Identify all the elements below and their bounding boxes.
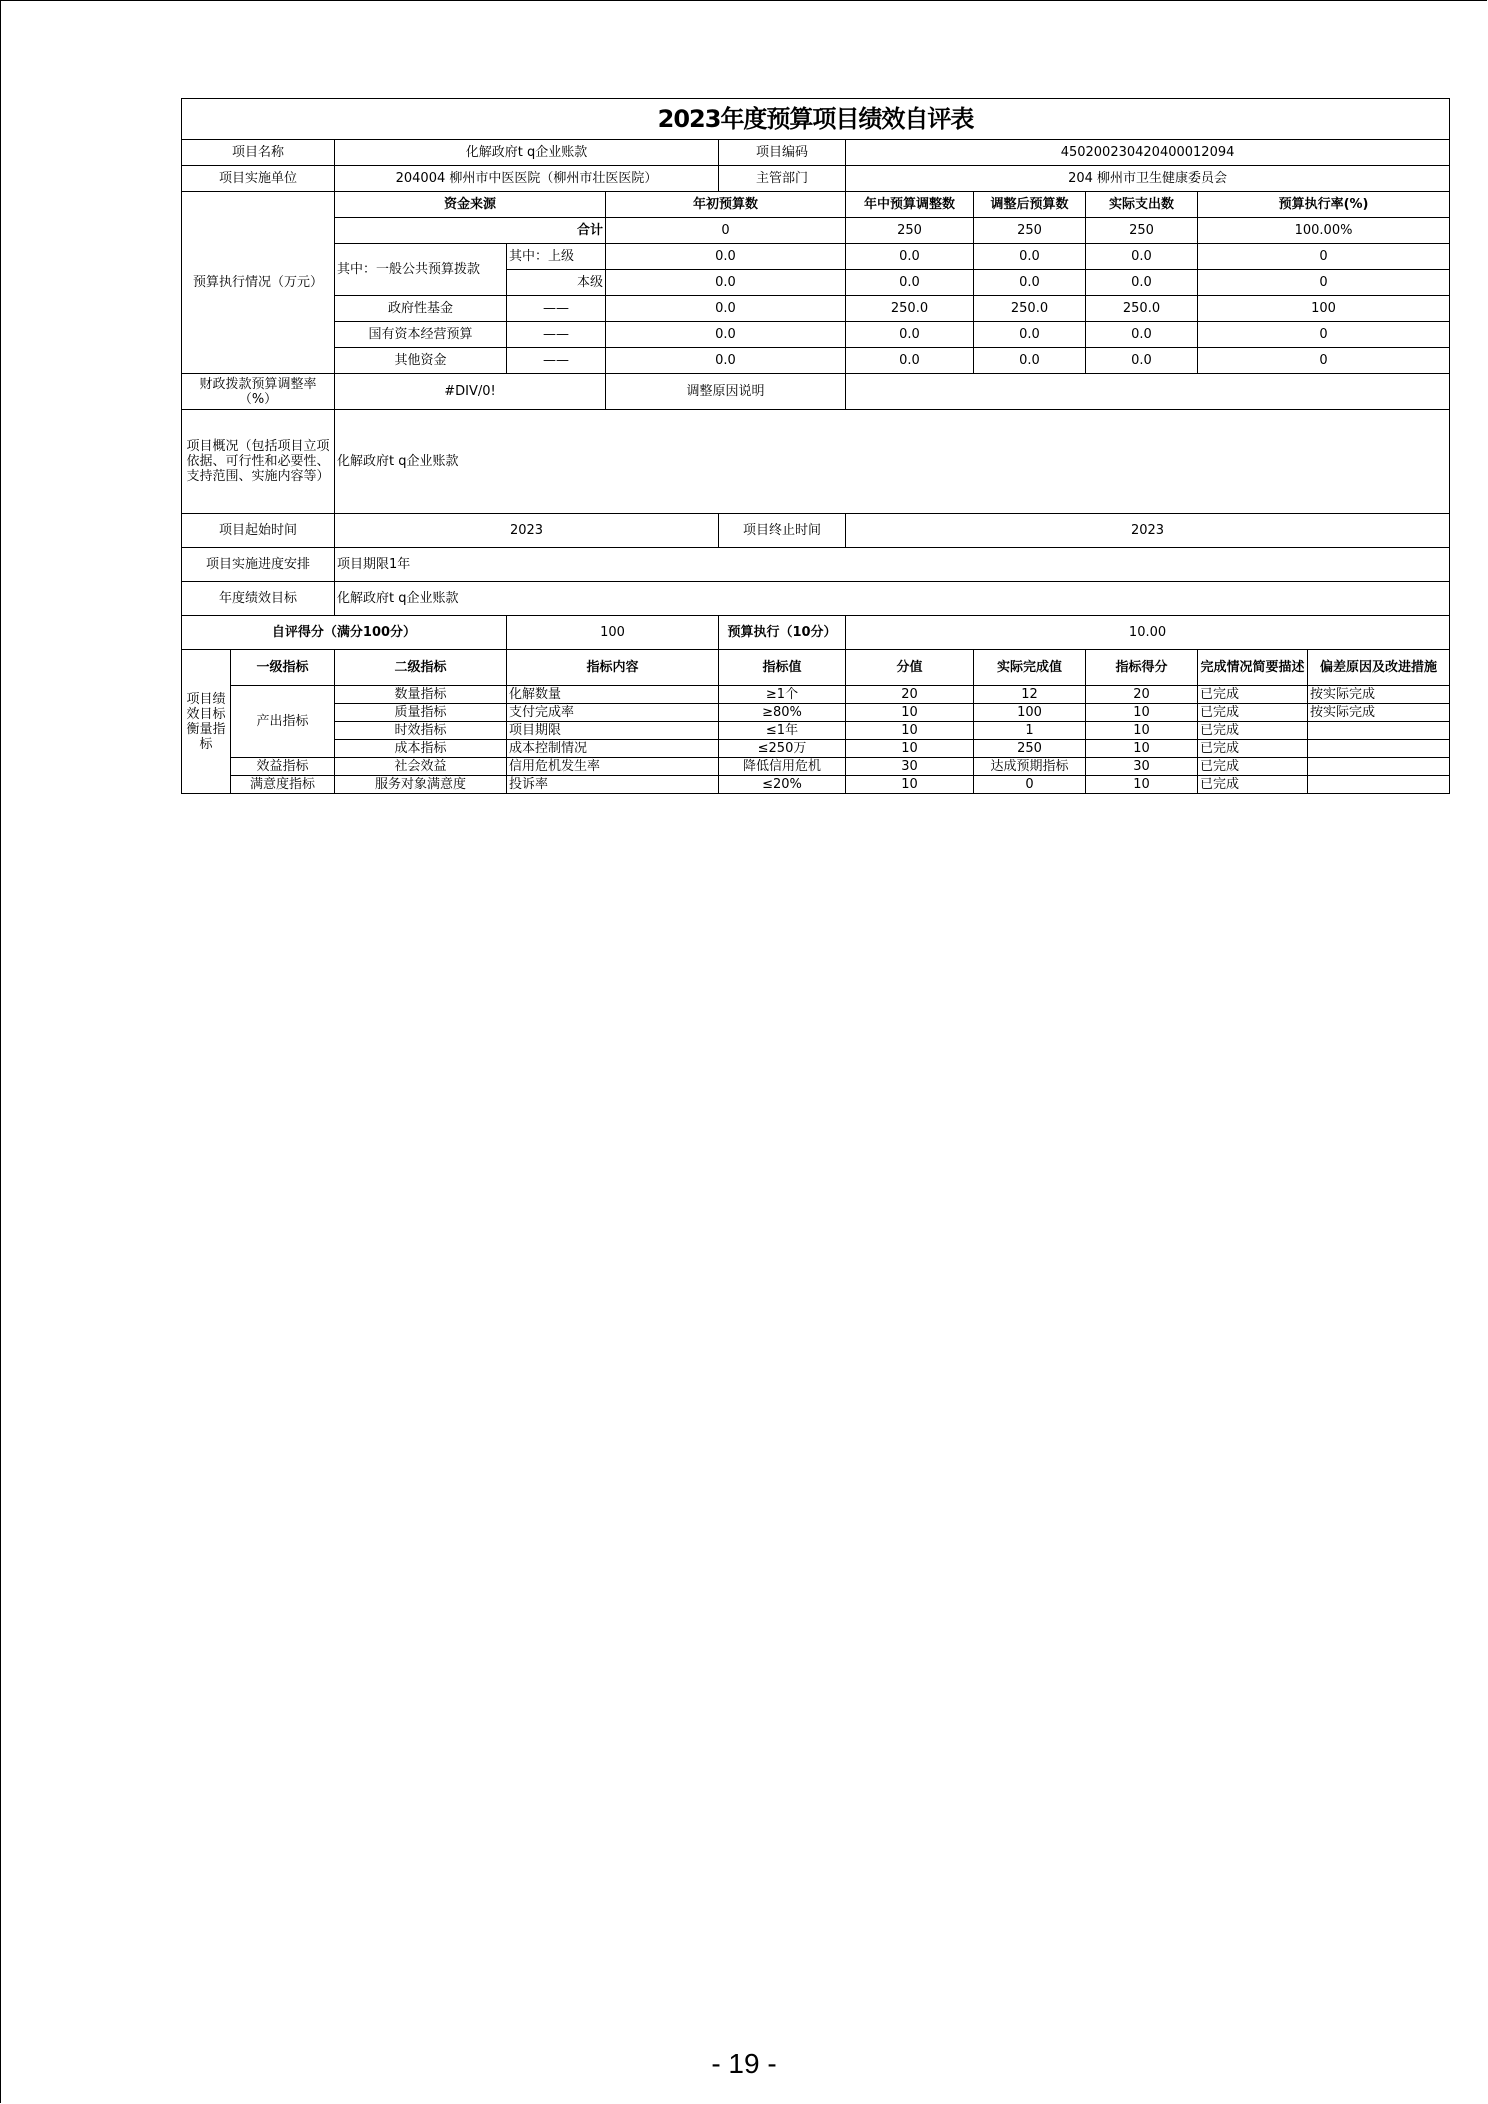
- indicator-cell: 按实际完成: [1308, 704, 1450, 722]
- project-code-label: 项目编码: [719, 140, 846, 166]
- dash-cell: ——: [507, 322, 606, 348]
- budget-header-source: 资金来源: [335, 192, 606, 218]
- indicator-cell: 10: [846, 704, 974, 722]
- budget-cell: 0.0: [606, 296, 846, 322]
- budget-cell: 0.0: [1086, 322, 1198, 348]
- budget-header-initial: 年初预算数: [606, 192, 846, 218]
- budget-header-actual: 实际支出数: [1086, 192, 1198, 218]
- page-number: - 19 -: [711, 2048, 777, 2079]
- indicator-cell: [1308, 776, 1450, 794]
- indicator-cell: 成本指标: [335, 740, 507, 758]
- budget-cell: 0.0: [846, 348, 974, 374]
- budget-header-rate: 预算执行率(%): [1198, 192, 1450, 218]
- indicator-header: 指标得分: [1086, 650, 1198, 686]
- indicator-cell: 数量指标: [335, 686, 507, 704]
- unit-label: 项目实施单位: [182, 166, 335, 192]
- indicator-cell: 已完成: [1198, 740, 1308, 758]
- indicator-cell: 20: [1086, 686, 1198, 704]
- start-time-value: 2023: [335, 514, 719, 548]
- indicator-cell: 按实际完成: [1308, 686, 1450, 704]
- exec-score-value: 10.00: [846, 616, 1450, 650]
- indicator-header: 完成情况简要描述: [1198, 650, 1308, 686]
- budget-cell: 0: [1198, 270, 1450, 296]
- table-row: [182, 776, 1450, 794]
- budget-cell: 0.0: [606, 244, 846, 270]
- indicator-cell: 已完成: [1198, 758, 1308, 776]
- progress-label: 项目实施进度安排: [182, 548, 335, 582]
- indicator-cell: 已完成: [1198, 776, 1308, 794]
- indicator-cell: ≥80%: [719, 704, 846, 722]
- indicator-cell: 项目期限: [507, 722, 719, 740]
- indicator-cell: ≤20%: [719, 776, 846, 794]
- budget-cell: 100.00%: [1198, 218, 1450, 244]
- adjust-rate-label: 财政拨款预算调整率（%）: [182, 374, 335, 410]
- benefit-indicator-label: 效益指标: [231, 758, 335, 776]
- indicator-cell: 1: [974, 722, 1086, 740]
- progress-value: 项目期限1年: [335, 548, 1450, 582]
- dash-cell: ——: [507, 348, 606, 374]
- start-time-label: 项目起始时间: [182, 514, 335, 548]
- budget-cell: 0: [1198, 322, 1450, 348]
- indicator-cell: 信用危机发生率: [507, 758, 719, 776]
- budget-cell: 0.0: [1086, 270, 1198, 296]
- budget-cell: 0.0: [606, 348, 846, 374]
- evaluation-table: [181, 98, 1450, 794]
- indicator-cell: 30: [1086, 758, 1198, 776]
- evaluation-form: [181, 98, 1449, 794]
- project-name-value: 化解政府t q企业账款: [335, 140, 719, 166]
- indicator-header: 分值: [846, 650, 974, 686]
- indicator-cell: ≥1个: [719, 686, 846, 704]
- adjust-reason-value: [846, 374, 1450, 410]
- indicator-header: 一级指标: [231, 650, 335, 686]
- budget-cell: 0.0: [1086, 348, 1198, 374]
- budget-cell: 0: [606, 218, 846, 244]
- indicator-cell: 10: [1086, 704, 1198, 722]
- adjust-rate-value: #DIV/0!: [335, 374, 606, 410]
- table-row: [182, 686, 1450, 704]
- goal-label: 年度绩效目标: [182, 582, 335, 616]
- budget-cell: 250: [1086, 218, 1198, 244]
- indicator-section-label: 项目绩效目标衡量指标: [182, 650, 231, 794]
- indicator-cell: 化解数量: [507, 686, 719, 704]
- indicator-cell: 时效指标: [335, 722, 507, 740]
- form-title: 2023年度预算项目绩效自评表: [182, 99, 1450, 140]
- indicator-cell: [1308, 758, 1450, 776]
- budget-cell: 0.0: [1086, 244, 1198, 270]
- self-score-value: 100: [507, 616, 719, 650]
- indicator-cell: 250: [974, 740, 1086, 758]
- overview-value: 化解政府t q企业账款: [335, 410, 1450, 514]
- indicator-header: 指标值: [719, 650, 846, 686]
- end-time-value: 2023: [846, 514, 1450, 548]
- table-row: [182, 722, 1450, 740]
- table-row: [182, 740, 1450, 758]
- budget-cell: 250: [974, 218, 1086, 244]
- local-label: 本级: [507, 270, 606, 296]
- indicator-cell: ≤1年: [719, 722, 846, 740]
- budget-cell: 0.0: [974, 270, 1086, 296]
- budget-cell: 0.0: [606, 322, 846, 348]
- output-indicator-label: 产出指标: [231, 686, 335, 758]
- indicator-cell: 已完成: [1198, 704, 1308, 722]
- soe-label: 国有资本经营预算: [335, 322, 507, 348]
- indicator-header: 二级指标: [335, 650, 507, 686]
- indicator-cell: [1308, 722, 1450, 740]
- overview-label: 项目概况（包括项目立项依据、可行性和必要性、支持范围、实施内容等）: [182, 410, 335, 514]
- indicator-cell: 10: [1086, 776, 1198, 794]
- unit-value: 204004 柳州市中医医院（柳州市壮医医院）: [335, 166, 719, 192]
- budget-cell: 250.0: [1086, 296, 1198, 322]
- budget-cell: 250.0: [974, 296, 1086, 322]
- indicator-cell: [1308, 740, 1450, 758]
- dash-cell: ——: [507, 296, 606, 322]
- indicator-cell: 投诉率: [507, 776, 719, 794]
- budget-cell: 0.0: [974, 244, 1086, 270]
- adjust-reason-label: 调整原因说明: [606, 374, 846, 410]
- indicator-cell: 降低信用危机: [719, 758, 846, 776]
- table-row: [182, 758, 1450, 776]
- budget-cell: 250.0: [846, 296, 974, 322]
- indicator-header: 指标内容: [507, 650, 719, 686]
- end-time-label: 项目终止时间: [719, 514, 846, 548]
- indicator-cell: 100: [974, 704, 1086, 722]
- budget-header-adjusted: 调整后预算数: [974, 192, 1086, 218]
- exec-score-label: 预算执行（10分）: [719, 616, 846, 650]
- indicator-cell: 12: [974, 686, 1086, 704]
- budget-section-label: 预算执行情况（万元）: [182, 192, 335, 374]
- indicator-cell: 10: [1086, 740, 1198, 758]
- indicator-cell: 达成预期指标: [974, 758, 1086, 776]
- budget-cell: 0: [1198, 348, 1450, 374]
- indicator-cell: 10: [846, 776, 974, 794]
- indicator-cell: 10: [846, 740, 974, 758]
- indicator-cell: 已完成: [1198, 722, 1308, 740]
- budget-header-adjust: 年中预算调整数: [846, 192, 974, 218]
- project-name-label: 项目名称: [182, 140, 335, 166]
- gov-fund-label: 政府性基金: [335, 296, 507, 322]
- indicator-cell: 质量指标: [335, 704, 507, 722]
- indicator-cell: 20: [846, 686, 974, 704]
- dept-value: 204 柳州市卫生健康委员会: [846, 166, 1450, 192]
- self-score-label: 自评得分（满分100分）: [182, 616, 507, 650]
- budget-cell: 0.0: [846, 244, 974, 270]
- indicator-cell: 10: [846, 722, 974, 740]
- indicator-cell: 10: [1086, 722, 1198, 740]
- budget-cell: 100: [1198, 296, 1450, 322]
- indicator-header: 实际完成值: [974, 650, 1086, 686]
- budget-cell: 0: [1198, 244, 1450, 270]
- budget-cell: 0.0: [846, 322, 974, 348]
- dept-label: 主管部门: [719, 166, 846, 192]
- other-fund-label: 其他资金: [335, 348, 507, 374]
- indicator-cell: ≤250万: [719, 740, 846, 758]
- indicator-cell: 服务对象满意度: [335, 776, 507, 794]
- indicator-cell: 成本控制情况: [507, 740, 719, 758]
- budget-cell: 0.0: [606, 270, 846, 296]
- goal-value: 化解政府t q企业账款: [335, 582, 1450, 616]
- budget-cell: 250: [846, 218, 974, 244]
- indicator-cell: 已完成: [1198, 686, 1308, 704]
- indicator-cell: 0: [974, 776, 1086, 794]
- budget-cell: 0.0: [974, 348, 1086, 374]
- indicator-cell: 支付完成率: [507, 704, 719, 722]
- indicator-cell: 社会效益: [335, 758, 507, 776]
- satisfaction-indicator-label: 满意度指标: [231, 776, 335, 794]
- indicator-header: 偏差原因及改进措施: [1308, 650, 1450, 686]
- budget-cell: 0.0: [846, 270, 974, 296]
- general-budget-label: 其中：一般公共预算拨款: [335, 244, 507, 296]
- budget-total-label: 合计: [335, 218, 606, 244]
- table-row: [182, 704, 1450, 722]
- indicator-cell: 30: [846, 758, 974, 776]
- project-code-value: 450200230420400012094: [846, 140, 1450, 166]
- budget-cell: 0.0: [974, 322, 1086, 348]
- upper-label: 其中：上级: [507, 244, 606, 270]
